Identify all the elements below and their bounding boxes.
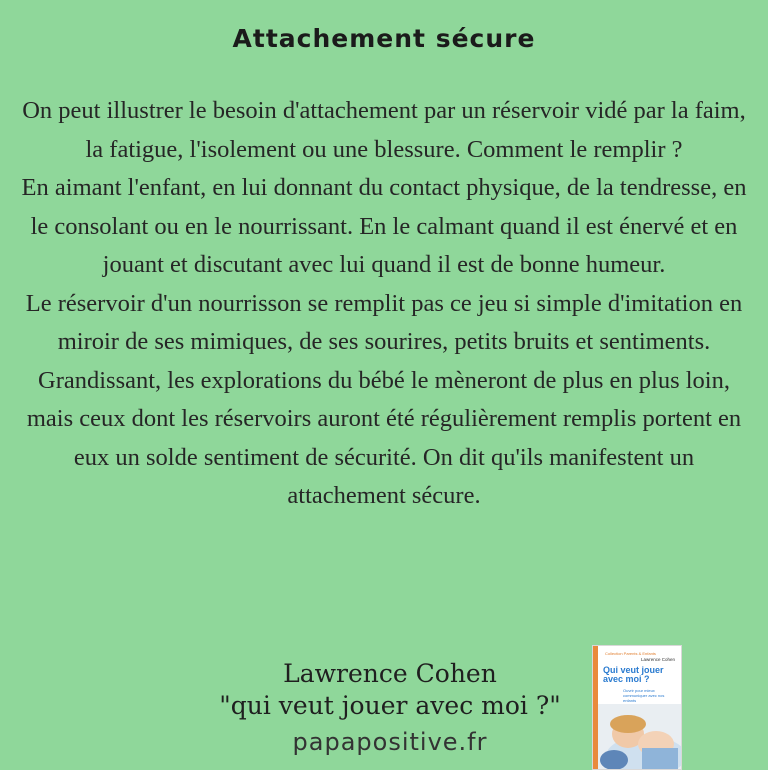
quote-body xyxy=(16,92,752,516)
book-cover-image xyxy=(592,645,682,770)
book-quote: "qui veut jouer avec moi ?" xyxy=(219,691,561,720)
author-name: Lawrence Cohen xyxy=(283,659,497,688)
website-label: papapositive.fr xyxy=(292,728,488,756)
paragraph-3: Le réservoir d'un nourrisson se remplit pas ce jeu si simple d'imitation en miroir de ses mimiques, de ses sourires, petits bruits et sentiments. xyxy=(25,289,743,355)
paragraph-2: En aimant l'enfant, en lui donnant du contact physique, de la tendresse, en le consolant ou en le nourrissant. En le calmant quand il est énervé et en jouant et discutant avec lui quand il est de bonne humeur. xyxy=(21,174,747,278)
paragraph-1: On peut illustrer le besoin d'attachement par un réservoir vidé par la faim, la fatigue, l'isolement ou une blessure. Comment le remplir ? xyxy=(22,97,746,163)
page-title: Attachement sécure xyxy=(232,24,536,53)
book-cover-author: Lawrence Cohen xyxy=(640,657,675,662)
paragraph-4: Grandissant, les explorations du bébé le mèneront de plus en plus loin, mais ceux dont les réservoirs auront été régulièrement remplis portent en eux un solde sentiment de sécurité. On dit qu'ils manifestent un attachement sécure. xyxy=(26,366,742,509)
book-cover-subtitle: Ouvrir pour mieux communiquer avec nos enfants xyxy=(623,688,665,703)
attribution xyxy=(180,658,600,722)
book-cover-title: Qui veut jouer avec moi ? xyxy=(603,665,664,684)
book-cover-photo xyxy=(598,704,681,769)
book-series-label: Collection Parents & Enfants xyxy=(605,651,656,656)
